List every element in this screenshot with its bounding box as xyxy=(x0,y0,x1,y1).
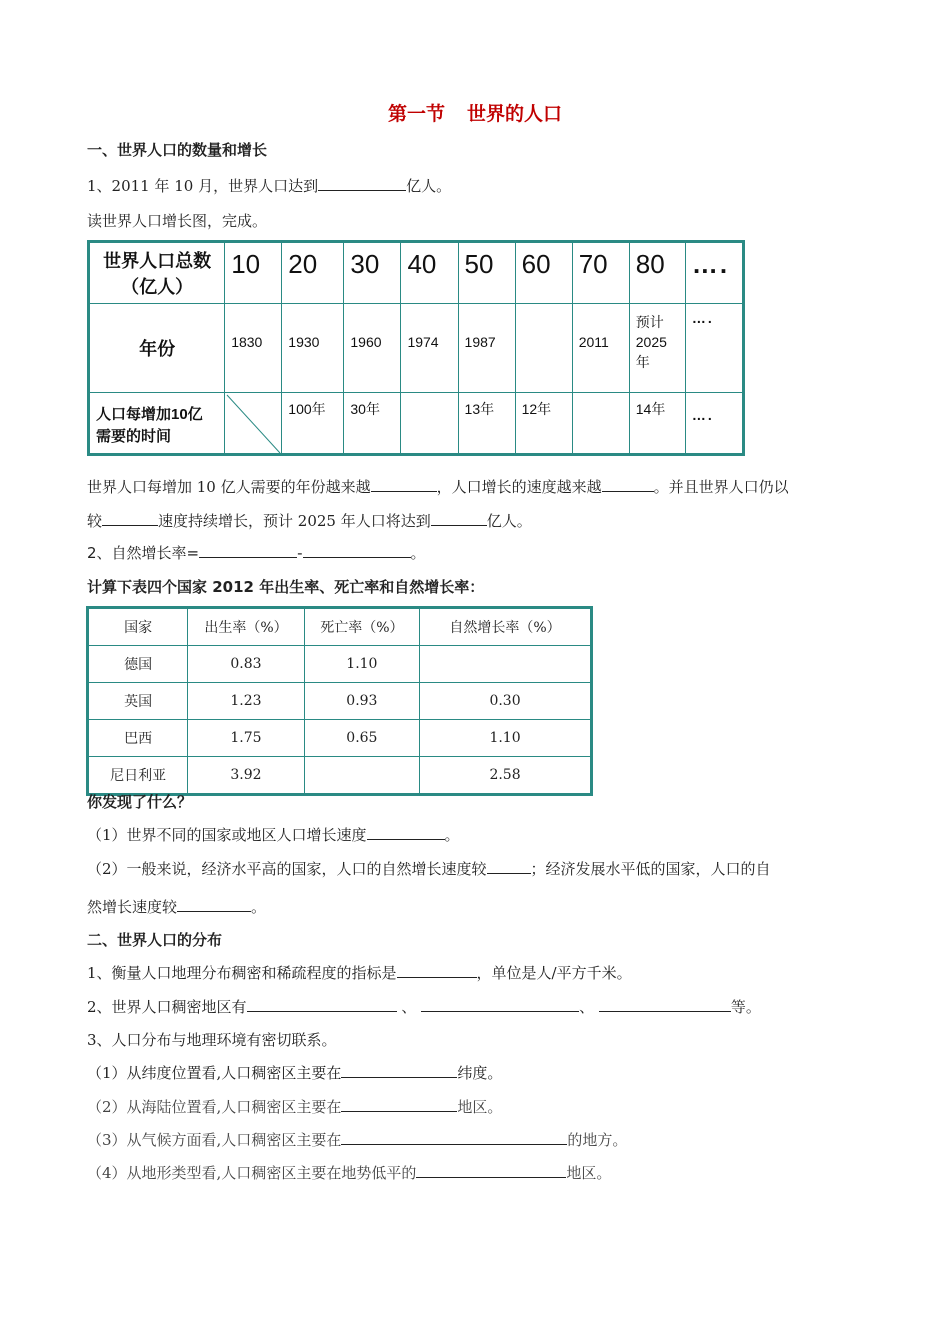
year-cell: 2011 xyxy=(572,304,629,393)
cell-death: 0.93 xyxy=(304,683,419,720)
section2-q1 xyxy=(87,962,632,983)
read-instruction: 读世界人口增长图，完成。 xyxy=(87,212,268,230)
section2-sub4 xyxy=(87,1162,611,1183)
answer-blank[interactable] xyxy=(397,963,477,978)
q-text: 的地方。 xyxy=(567,1131,628,1149)
cell-birth: 1.75 xyxy=(188,720,304,757)
cell-death: 0.65 xyxy=(304,720,419,757)
finding-2-line2 xyxy=(87,896,266,917)
cell-growth: 0.30 xyxy=(420,683,592,720)
section2-sub1 xyxy=(87,1062,502,1083)
year-cell: 1830 xyxy=(225,304,282,393)
answer-blank[interactable] xyxy=(247,997,397,1012)
page-title xyxy=(0,99,950,126)
answer-blank[interactable] xyxy=(416,1163,566,1178)
total-cell: 20 xyxy=(282,242,344,304)
header-birth-rate: 出生率（%） xyxy=(188,608,304,646)
para1-text: 速度持续增长，预计 2025 年人口将达到 xyxy=(158,512,431,530)
answer-blank[interactable] xyxy=(177,897,251,912)
q-text: 1、衡量人口地理分布稠密和稀疏程度的指标是 xyxy=(87,964,397,982)
answer-blank[interactable] xyxy=(341,1130,567,1145)
answer-blank[interactable] xyxy=(341,1097,457,1112)
cell-country: 巴西 xyxy=(88,720,188,757)
q-text: 、 xyxy=(579,998,595,1016)
cell-birth: 0.83 xyxy=(188,646,304,683)
interval-cell: 12年 xyxy=(515,393,572,455)
cell-country: 英国 xyxy=(88,683,188,720)
table-header-row xyxy=(88,608,592,646)
q1-prefix: 1、2011 年 10 月，世界人口达到 xyxy=(87,177,319,195)
cell-birth: 1.23 xyxy=(188,683,304,720)
header-death-rate: 死亡率（%） xyxy=(304,608,419,646)
year-cell xyxy=(515,304,572,393)
section1-heading: 一、世界人口的数量和增长 xyxy=(87,141,268,159)
answer-blank[interactable] xyxy=(318,176,406,191)
q-text: 、 xyxy=(401,998,417,1016)
title-part-2: 世界的人口 xyxy=(467,103,563,125)
cell-growth: 1.10 xyxy=(420,720,592,757)
q-text: 2、世界人口稠密地区有 xyxy=(87,998,247,1016)
total-cell: 40 xyxy=(401,242,458,304)
year-cell: 1960 xyxy=(344,304,401,393)
table2-intro: 计算下表四个国家 2012 年出生率、死亡率和自然增长率： xyxy=(87,578,485,596)
section2-q2 xyxy=(87,996,761,1017)
cell-death[interactable] xyxy=(304,757,419,795)
cell-birth: 3.92 xyxy=(188,757,304,795)
answer-blank[interactable] xyxy=(341,1063,457,1078)
q-text: （4）从地形类型看,人口稠密区主要在地势低平的 xyxy=(87,1164,417,1182)
interval-cell-ellipsis: …. xyxy=(685,393,743,455)
para1-text: 世界人口每增加 10 亿人需要的年份越来越 xyxy=(87,478,371,496)
q-text: ，单位是人/平方千米。 xyxy=(476,964,632,982)
q1-suffix: 亿人。 xyxy=(406,177,452,195)
section2-sub2 xyxy=(87,1096,502,1117)
para1-text: ，人口增长的速度越来越 xyxy=(436,478,602,496)
interval-cell: 30年 xyxy=(344,393,401,455)
q2-minus: - xyxy=(297,544,303,562)
answer-blank[interactable] xyxy=(431,511,487,526)
total-cell: 50 xyxy=(458,242,515,304)
cell-growth[interactable] xyxy=(420,646,592,683)
answer-blank[interactable] xyxy=(602,477,654,492)
finding-text: ；经济发展水平低的国家，人口的自 xyxy=(530,860,771,878)
answer-blank[interactable] xyxy=(102,511,158,526)
findings-heading: 你发现了什么？ xyxy=(87,793,193,811)
answer-blank[interactable] xyxy=(199,543,297,558)
para1-line1 xyxy=(87,476,789,497)
finding-text: （2）一般来说，经济水平高的国家，人口的自然增长速度较 xyxy=(87,860,487,878)
country-rates-table xyxy=(86,606,593,796)
cell-country: 德国 xyxy=(88,646,188,683)
totals-label-a: 世界人口总数 xyxy=(103,251,212,271)
total-cell: 10 xyxy=(225,242,282,304)
answer-blank[interactable] xyxy=(371,477,437,492)
q-text: （2）从海陆位置看,人口稠密区主要在 xyxy=(87,1098,342,1116)
total-cell: 70 xyxy=(572,242,629,304)
interval-cell: 14年 xyxy=(629,393,685,455)
section1-q1 xyxy=(87,175,451,196)
cell-growth: 2.58 xyxy=(420,757,592,795)
q2-formula xyxy=(87,542,426,563)
answer-blank[interactable] xyxy=(599,997,731,1012)
para1-text: 亿人。 xyxy=(486,512,532,530)
interval-cell: 13年 xyxy=(458,393,515,455)
header-country: 国家 xyxy=(88,608,188,646)
q-text: （1）从纬度位置看,人口稠密区主要在 xyxy=(87,1064,342,1082)
q2-prefix: 2、自然增长率= xyxy=(87,544,200,562)
intervals-label-b: 需要的时间 xyxy=(96,428,172,445)
q-text: 地区。 xyxy=(457,1098,503,1116)
para1-text: 较 xyxy=(87,512,103,530)
finding-1 xyxy=(87,824,460,845)
table-row xyxy=(88,757,592,795)
finding-text: 然增长速度较 xyxy=(87,898,178,916)
diagonal-cell xyxy=(225,393,282,455)
table-row xyxy=(88,720,592,757)
answer-blank[interactable] xyxy=(421,997,579,1012)
population-growth-table xyxy=(87,240,745,456)
forecast-b: 2025 xyxy=(635,334,667,350)
section2-heading: 二、世界人口的分布 xyxy=(87,931,223,949)
q-text: 纬度。 xyxy=(457,1064,503,1082)
interval-cell xyxy=(572,393,629,455)
intervals-label-a: 人口每增加10亿 xyxy=(96,406,203,423)
total-cell-ellipsis: …. xyxy=(685,242,743,304)
q-text: （3）从气候方面看,人口稠密区主要在 xyxy=(87,1131,342,1149)
finding-text: 。 xyxy=(251,898,267,916)
section2-sub3 xyxy=(87,1129,627,1150)
answer-blank[interactable] xyxy=(367,825,445,840)
totals-label-b: （亿人） xyxy=(121,277,194,297)
total-cell: 30 xyxy=(344,242,401,304)
intervals-label xyxy=(89,393,225,455)
cell-death: 1.10 xyxy=(304,646,419,683)
year-cell: 1974 xyxy=(401,304,458,393)
answer-blank[interactable] xyxy=(487,859,531,874)
forecast-c: 年 xyxy=(635,354,650,370)
finding-text: （1）世界不同的国家或地区人口增长速度 xyxy=(87,826,367,844)
cell-country: 尼日利亚 xyxy=(88,757,188,795)
interval-cell: 100年 xyxy=(282,393,344,455)
q-text: 地区。 xyxy=(566,1164,612,1182)
year-cell-ellipsis: …. xyxy=(685,304,743,393)
row-years xyxy=(89,304,744,393)
year-cell: 1930 xyxy=(282,304,344,393)
header-natural-growth: 自然增长率（%） xyxy=(420,608,592,646)
answer-blank[interactable] xyxy=(303,543,411,558)
table-row xyxy=(88,646,592,683)
total-cell: 80 xyxy=(629,242,685,304)
q2-suffix: 。 xyxy=(410,544,426,562)
para1-line2 xyxy=(87,510,532,531)
q-text: 等。 xyxy=(730,998,761,1016)
title-part-1: 第一节 xyxy=(387,103,445,125)
total-cell: 60 xyxy=(515,242,572,304)
finding-text: 。 xyxy=(444,826,460,844)
row-totals xyxy=(89,242,744,304)
table-row xyxy=(88,683,592,720)
section2-q3: 3、人口分布与地理环境有密切联系。 xyxy=(87,1031,337,1049)
year-cell: 1987 xyxy=(458,304,515,393)
interval-cell xyxy=(401,393,458,455)
diagonal-line xyxy=(225,393,282,455)
years-label: 年份 xyxy=(89,304,225,393)
para1-text: 。并且世界人口仍以 xyxy=(653,478,789,496)
totals-label xyxy=(89,242,225,304)
row-intervals xyxy=(89,393,744,455)
year-cell-forecast xyxy=(629,304,685,393)
finding-2-line1 xyxy=(87,858,771,879)
forecast-a: 预计 xyxy=(635,314,664,330)
